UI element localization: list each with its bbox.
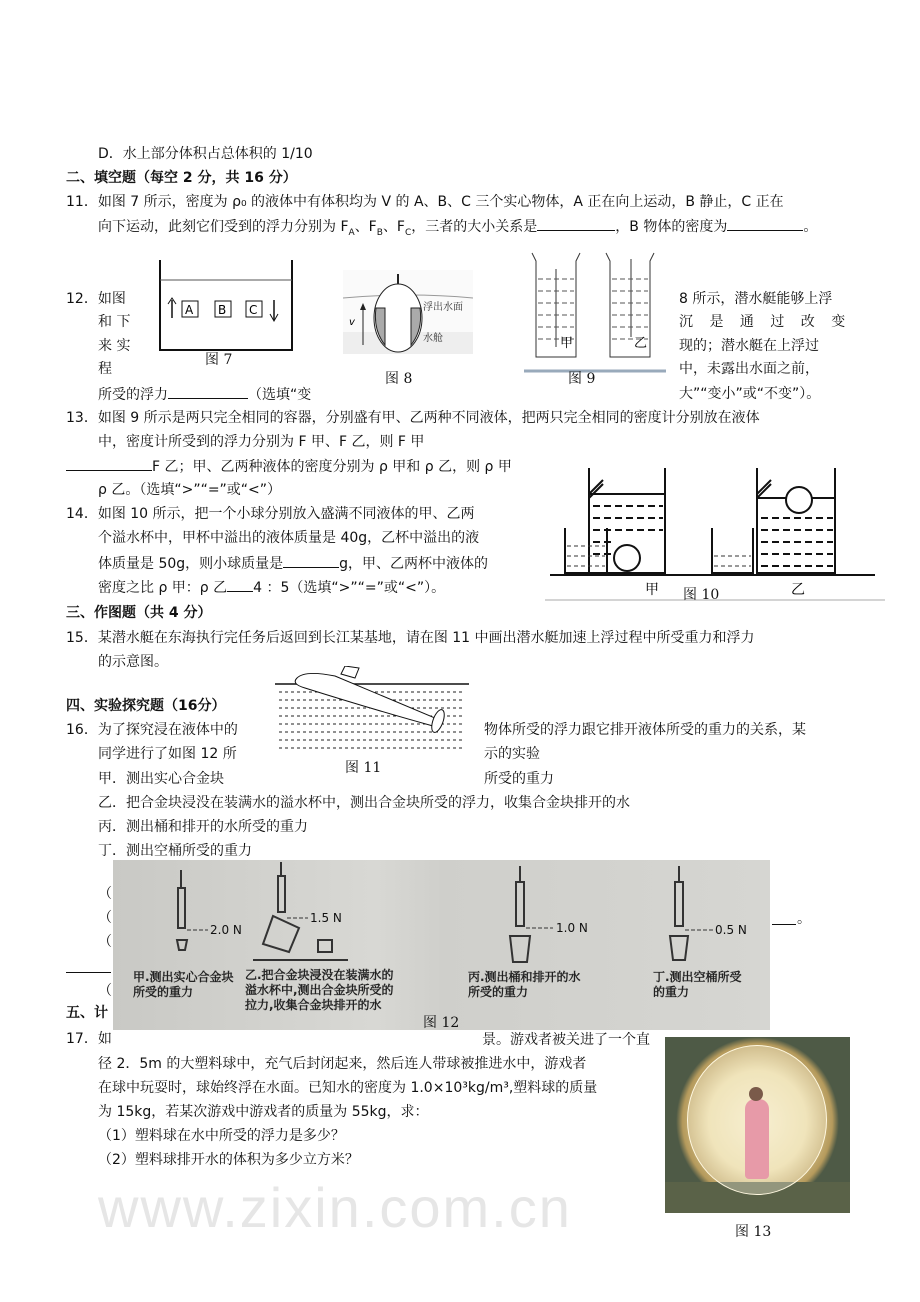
q16-step-ding: 丁．测出空桶所受的重力: [98, 843, 252, 859]
label-yi: 乙: [634, 336, 648, 351]
q11-line1: 11．如图 7 所示，密度为 ρ₀ 的液体中有体积均为 V 的 A、B、C 三个实心物体，A 正在向上运动，B 静止，C 正在: [66, 194, 784, 210]
q16-l3: 甲．测出实心合金块: [98, 771, 224, 787]
fig8-caption: 图 8: [385, 371, 413, 387]
q17-start: 17．如: [66, 1031, 112, 1047]
figure-7: [158, 258, 296, 354]
q16-r1: 物体所受的浮力跟它排开液体所受的重力的关系，某: [484, 722, 806, 738]
q12-r5: 大”“变小”或“不变”）。: [679, 386, 821, 402]
q12-r2: 沉 是 通 过 改 变: [679, 314, 852, 330]
q17-l3: 在球中玩耍时，球始终浮在水面。已知水的密度为 1.0×10³kg/m³,塑料球的质量: [98, 1080, 598, 1096]
q12-l2: 和 下: [98, 314, 131, 330]
q13-text: F 乙；甲、乙两种液体的密度分别为 ρ 甲和 ρ 乙，则 ρ 甲: [152, 459, 512, 475]
figure-8: [343, 270, 473, 354]
panel-bing-label: 丙.测出桶和排开的水所受的重力: [468, 970, 581, 999]
label-tank: 水舱: [423, 333, 443, 344]
q17-part1: （1）塑料球在水中所受的浮力是多少？: [98, 1128, 345, 1144]
q14-text2: g，甲、乙两杯中液体的: [339, 556, 489, 572]
answer-blank[interactable]: [168, 385, 248, 399]
q14-l4: [98, 578, 445, 597]
section-2-heading: 二、填空题（每空 2 分，共 16 分）: [66, 170, 297, 186]
q11-text: 向下运动，此刻它们受到的浮力分别为 F: [98, 219, 349, 235]
fig12-caption: 图 12: [423, 1015, 460, 1031]
q11-line2: 向下运动，此刻它们受到的浮力分别为 $F_A$、$F_B$、$F_C$，三者的大小关系是 ，B 物体的密度为 。: [98, 219, 818, 238]
sub-c: C: [405, 227, 412, 238]
fig13-caption: 图 13: [735, 1224, 772, 1240]
q16-step-yi: 乙．把合金块浸没在装满水的溢水杯中，测出合金块所受的浮力，收集合金块排开的水: [98, 795, 630, 811]
figure-12-photo: [113, 860, 770, 1030]
fig10-caption: 图 10: [683, 587, 720, 603]
q13-l2: 中，密度计所受到的浮力分别为 F 甲、F 乙，则 F 甲: [98, 434, 425, 450]
panel-jia-label: 甲.测出实心合金块所受的重力: [133, 970, 234, 999]
q15-l2: 的示意图。: [98, 654, 168, 670]
paren: （: [98, 983, 112, 999]
reading-bing: 1.0 N: [556, 921, 588, 935]
q12-l1: 12．如图: [66, 291, 126, 307]
q13-l3: [66, 457, 512, 476]
q12-l3: 来 实: [98, 338, 131, 354]
q11-text3: ，B 物体的密度为: [615, 219, 728, 235]
paren: （: [98, 910, 112, 926]
figure-11: [275, 666, 469, 750]
section-3-heading: 三、作图题（共 4 分）: [66, 605, 212, 621]
paren: （: [98, 934, 112, 950]
box-a: A: [185, 303, 194, 317]
q14-l3: [98, 554, 488, 573]
label-surface: 浮出水面: [423, 302, 463, 313]
q12-text: 所受的浮力: [98, 387, 168, 403]
fig9-caption: 图 9: [568, 371, 596, 387]
q12-r1: 8 所示，潜水艇能够上浮: [679, 291, 833, 307]
q17-part2: （2）塑料球排开水的体积为多少立方米？: [98, 1152, 359, 1168]
label-jia: 甲: [645, 582, 659, 598]
figure-10: [545, 460, 885, 602]
answer-blank[interactable]: [227, 578, 253, 592]
q17-l2: 径 2．5m 的大塑料球中，充气后封闭起来，然后连人带球被推进水中，游戏者: [98, 1056, 587, 1072]
answer-line[interactable]: [772, 924, 796, 925]
section-4-heading: 四、实验探究题（16分）: [66, 698, 226, 714]
answer-blank[interactable]: [727, 217, 803, 231]
answer-blank[interactable]: [66, 457, 152, 471]
q16-r2: 示的实验: [484, 746, 540, 762]
q11-end: 。: [803, 219, 818, 235]
figure-13-photo: [665, 1037, 850, 1213]
watermark: www.zixin.com.cn: [98, 1176, 572, 1239]
q16-step-bing: 丙．测出桶和排开的水所受的重力: [98, 819, 308, 835]
q12-l5: [98, 385, 311, 404]
reading-ding: 0.5 N: [715, 923, 747, 937]
period: 。: [797, 911, 811, 927]
box-c: C: [249, 303, 258, 317]
section-5-heading: 五、计: [66, 1005, 108, 1021]
q13-l4: ρ 乙。（选填“>”“=”或“<”）: [98, 482, 282, 498]
q14-l2: 个溢水杯中，甲杯中溢出的液体质量是 40g，乙杯中溢出的液: [98, 530, 480, 546]
panel-yi-label: 乙.把合金块浸没在装满水的溢水杯中,测出合金块所受的拉力,收集合金块排开的水: [245, 968, 394, 1012]
q10-option-d: D．水上部分体积占总体积的 1/10: [98, 146, 313, 162]
q15-l1: 15．某潜水艇在东海执行完任务后返回到长江某基地，请在图 11 中画出潜水艇加速上浮过程中所受重力和浮力: [66, 630, 755, 646]
box-b: B: [218, 303, 227, 317]
q17-l4: 为 15kg，若某次游戏中游戏者的质量为 55kg，求：: [98, 1104, 429, 1120]
answer-blank[interactable]: [537, 217, 615, 231]
fig11-caption: 图 11: [345, 760, 382, 776]
q14-l1: 14．如图 10 所示，把一个小球分别放入盛满不同液体的甲、乙两: [66, 506, 475, 522]
panel-ding-label: 丁.测出空桶所受的重力: [653, 970, 742, 999]
sub-a: A: [348, 227, 355, 238]
reading-jia: 2.0 N: [210, 923, 242, 937]
q12-r4: 中，未露出水面之前，: [679, 361, 819, 377]
label-v: v: [349, 317, 355, 328]
q12-text2: （选填“变: [248, 387, 312, 403]
q16-l1: 16．为了探究浸在液体中的: [66, 722, 238, 738]
q13-l1: 13．如图 9 所示是两只完全相同的容器，分别盛有甲、乙两种不同液体，把两只完全相同的密度计分别放在液体: [66, 410, 760, 426]
reading-yi: 1.5 N: [310, 911, 342, 925]
fig7-caption: 图 7: [205, 352, 233, 368]
paren: （: [98, 886, 112, 902]
q12-l4: 程: [98, 361, 112, 377]
label-jia: 甲: [560, 336, 574, 351]
label-yi: 乙: [791, 582, 805, 598]
q16-l2: 同学进行了如图 12 所: [98, 746, 237, 762]
q12-r3: 现的；潜水艇在上浮过: [679, 338, 819, 354]
q14-text: 体质量是 50g，则小球质量是: [98, 556, 284, 572]
sub-b: B: [376, 227, 383, 238]
answer-line[interactable]: [66, 972, 111, 973]
figure-9: [524, 247, 666, 373]
q14-text: 密度之比 ρ 甲：ρ 乙: [98, 580, 228, 596]
answer-blank[interactable]: [283, 554, 339, 568]
q16-r3: 所受的重力: [484, 771, 554, 787]
q14-text2: 4 ：5（选填“>”“=”或“<”）。: [253, 580, 446, 596]
q11-text2: 三者的大小关系是: [425, 219, 538, 235]
q17-l1: 景。游戏者被关进了一个直: [482, 1032, 650, 1048]
